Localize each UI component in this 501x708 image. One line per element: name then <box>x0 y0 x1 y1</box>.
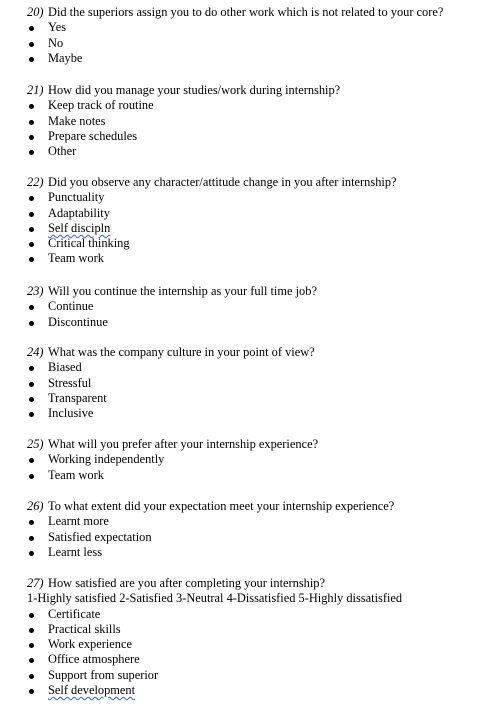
option-label: Support from superior <box>48 667 159 682</box>
list-item <box>27 36 443 51</box>
option-label: Learnt more <box>48 514 109 529</box>
list-item <box>27 221 397 236</box>
bullet-icon <box>29 242 34 247</box>
question-text: How did you manage your studies/work during internship? <box>48 83 341 97</box>
question-21 <box>27 83 340 159</box>
list-item <box>27 391 315 406</box>
option-label: Critical thinking <box>48 236 130 251</box>
question-20 <box>27 5 443 66</box>
bullet-icon <box>29 196 34 201</box>
question-line <box>27 345 315 360</box>
list-item <box>27 406 315 421</box>
question-text: Will you continue the internship as your full time job? <box>48 284 317 298</box>
bullet-icon <box>29 643 34 648</box>
question-24 <box>27 345 315 421</box>
list-item <box>27 468 318 483</box>
bullet-icon <box>29 212 34 217</box>
question-25 <box>27 437 318 483</box>
question-27 <box>27 576 402 698</box>
bullet-icon <box>29 135 34 140</box>
bullet-icon <box>29 613 34 618</box>
option-label: Practical skills <box>48 621 121 636</box>
question-number: 25) <box>27 437 44 451</box>
question-text: Did you observe any character/attitude change in you after internship? <box>48 175 397 189</box>
option-label: Satisfied expectation <box>48 529 152 544</box>
option-label: Make notes <box>48 113 106 128</box>
question-text: To what extent did your expectation meet your internship experience? <box>48 499 395 513</box>
options-list <box>27 360 315 421</box>
question-line <box>27 175 397 190</box>
option-label: Self discipln <box>48 220 111 235</box>
question-line <box>27 284 317 299</box>
question-22 <box>27 175 397 267</box>
list-item <box>27 607 402 622</box>
option-label: Keep track of routine <box>48 98 154 113</box>
bullet-icon <box>29 689 34 694</box>
bullet-icon <box>29 536 34 541</box>
question-line <box>27 5 443 20</box>
bullet-icon <box>29 321 34 326</box>
options-list <box>27 98 340 159</box>
list-item <box>27 98 340 113</box>
bullet-icon <box>29 42 34 47</box>
option-label: Self development <box>48 683 136 698</box>
list-item <box>27 236 397 251</box>
option-label: Office atmosphere <box>48 652 140 667</box>
bullet-icon <box>29 628 34 633</box>
option-label: Maybe <box>48 50 83 65</box>
option-label: Discontinue <box>48 314 108 329</box>
bullet-icon <box>29 26 34 31</box>
question-23 <box>27 284 317 330</box>
bullet-icon <box>29 305 34 310</box>
bullet-icon <box>29 412 34 417</box>
option-label: Work experience <box>48 637 132 652</box>
bullet-icon <box>29 227 34 232</box>
options-list <box>27 190 397 266</box>
question-line <box>27 576 402 591</box>
bullet-icon <box>29 104 34 109</box>
list-item <box>27 683 402 698</box>
bullet-icon <box>29 458 34 463</box>
list-item <box>27 530 394 545</box>
bullet-icon <box>29 120 34 125</box>
bullet-icon <box>29 366 34 371</box>
bullet-icon <box>29 674 34 679</box>
question-line <box>27 83 340 98</box>
list-item <box>27 190 397 205</box>
list-item <box>27 452 318 467</box>
list-item <box>27 668 402 683</box>
question-text: What was the company culture in your point of view? <box>48 345 315 359</box>
rating-scale-text: 1-Highly satisfied 2-Satisfied 3-Neutral 4-Dissatisfied 5-Highly dissatisfied <box>27 591 403 606</box>
option-label: Team work <box>48 251 104 266</box>
option-label: Other <box>48 144 77 159</box>
list-item <box>27 144 340 159</box>
bullet-icon <box>29 150 34 155</box>
option-label: Stressful <box>48 375 92 390</box>
options-list <box>27 452 318 483</box>
question-number: 23) <box>27 284 44 298</box>
bullet-icon <box>29 658 34 663</box>
list-item <box>27 114 340 129</box>
option-label: Prepare schedules <box>48 128 138 143</box>
list-item <box>27 315 317 330</box>
list-item <box>27 251 397 266</box>
list-item <box>27 376 315 391</box>
options-list <box>27 20 443 66</box>
option-label: Working independently <box>48 452 165 467</box>
list-item <box>27 51 443 66</box>
question-26 <box>27 499 394 560</box>
question-text: Did the superiors assign you to do other work which is not related to your core? <box>48 5 444 19</box>
bullet-icon <box>29 474 34 479</box>
list-item <box>27 20 443 35</box>
question-text: What will you prefer after your internship experience? <box>48 437 319 451</box>
option-label: Learnt less <box>48 544 103 559</box>
list-item <box>27 652 402 667</box>
option-label: Adaptability <box>48 205 110 220</box>
question-line <box>27 499 394 514</box>
list-item <box>27 545 394 560</box>
question-number: 27) <box>27 576 44 590</box>
bullet-icon <box>29 57 34 62</box>
question-number: 21) <box>27 83 44 97</box>
bullet-icon <box>29 551 34 556</box>
option-label: Punctuality <box>48 190 105 205</box>
list-item <box>27 299 317 314</box>
bullet-icon <box>29 397 34 402</box>
list-item <box>27 514 394 529</box>
bullet-icon <box>29 257 34 262</box>
list-item <box>27 637 402 652</box>
list-item <box>27 129 340 144</box>
option-label: Team work <box>48 467 104 482</box>
option-label: Biased <box>48 360 82 375</box>
list-item <box>27 360 315 375</box>
question-number: 24) <box>27 345 44 359</box>
question-line <box>27 437 318 452</box>
bullet-icon <box>29 382 34 387</box>
list-item <box>27 622 402 637</box>
options-list <box>27 514 394 560</box>
bullet-icon <box>29 520 34 525</box>
option-label: Certificate <box>48 606 101 621</box>
list-item <box>27 206 397 221</box>
options-list <box>27 299 317 330</box>
option-label: Transparent <box>48 390 107 405</box>
question-text: How satisfied are you after completing your internship? <box>48 576 325 590</box>
options-list <box>27 607 402 699</box>
question-number: 26) <box>27 499 44 513</box>
question-number: 22) <box>27 175 44 189</box>
option-label: Continue <box>48 299 94 314</box>
option-label: Yes <box>48 20 67 35</box>
option-label: Inclusive <box>48 406 94 421</box>
question-number: 20) <box>27 5 44 19</box>
option-label: No <box>48 35 64 50</box>
